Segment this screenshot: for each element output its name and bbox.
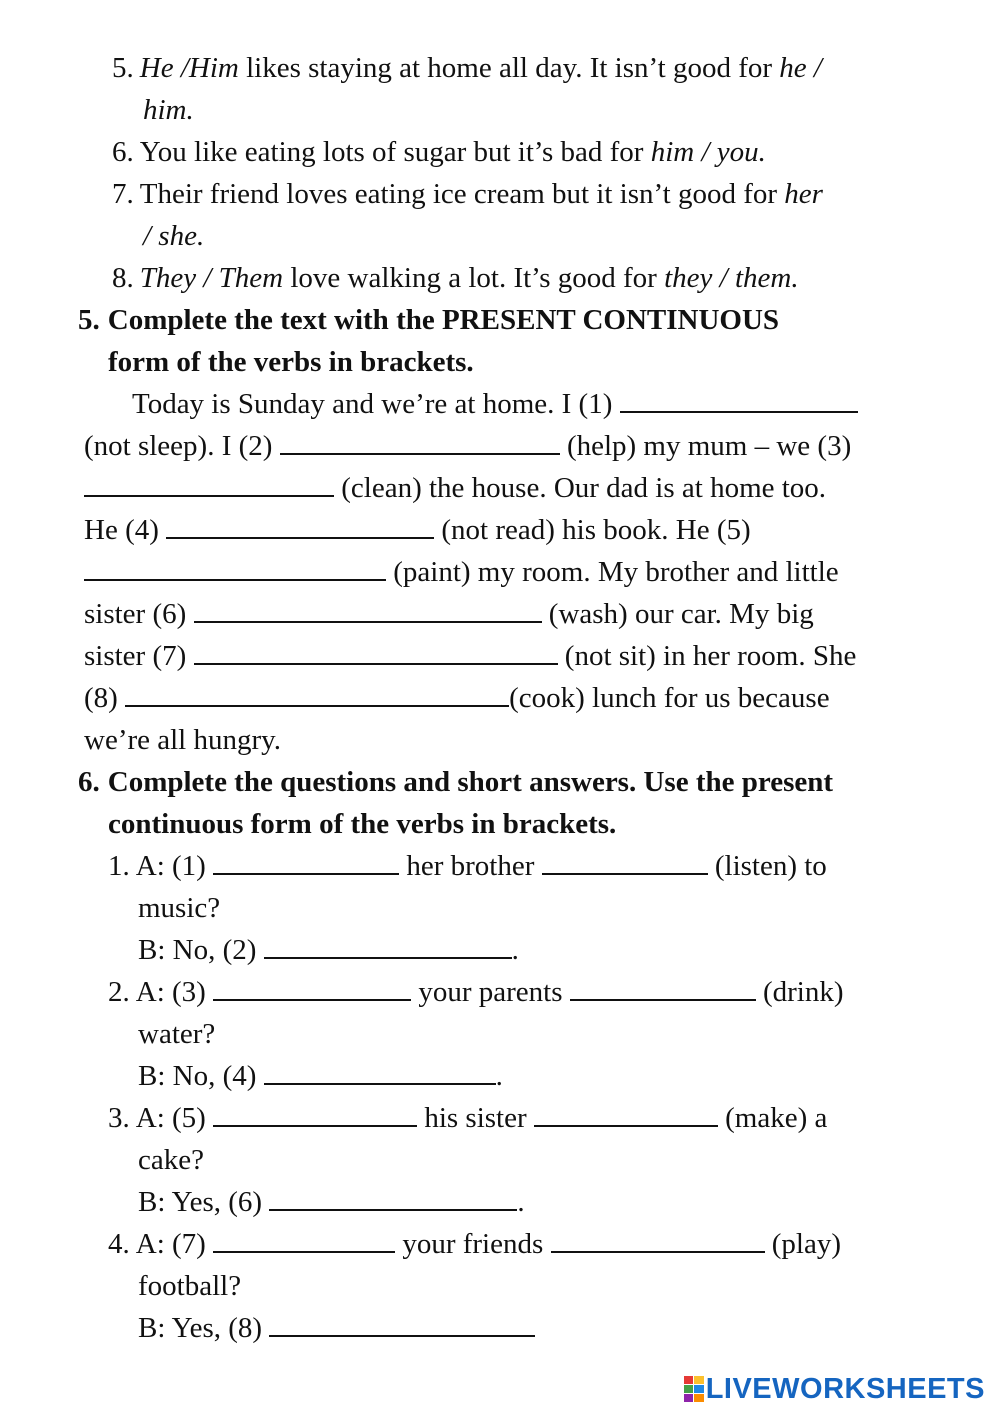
ex6-q2-answer: B: No, (4) .	[138, 1060, 503, 1092]
ex6-q2: 2. A: (3) your parents (drink)	[108, 976, 844, 1008]
choice-they-them-2[interactable]: they / them.	[664, 262, 799, 294]
logo-block	[694, 1376, 704, 1384]
ex6-title-cont: continuous form of the verbs in brackets.	[108, 808, 617, 840]
ex6-blank-1b[interactable]	[542, 854, 708, 882]
ex4-item-7-cont: / she.	[143, 220, 205, 252]
ex5-line-7: sister (7) (not sit) in her room. She	[84, 640, 857, 672]
logo-block	[684, 1394, 694, 1402]
ex6-q3: 3. A: (5) his sister (make) a	[108, 1102, 828, 1134]
ex6-q3-cont: cake?	[138, 1144, 204, 1176]
choice-he-him-2[interactable]: he /	[779, 52, 822, 84]
ex6-q1-cont: music?	[138, 892, 221, 924]
liveworksheets-logo	[684, 1369, 985, 1409]
liveworksheets-logo-icon	[684, 1376, 704, 1402]
ex5-line-2: (not sleep). I (2) (help) my mum – we (3)	[84, 430, 852, 462]
ex6-title: 6. Complete the questions and short answers. Use the present	[78, 766, 834, 798]
ex6-blank-7b[interactable]	[551, 1232, 765, 1260]
ex4-item-8: 8. They / Them love walking a lot. It’s good for they / them.	[112, 262, 799, 294]
ex6-blank-6[interactable]	[269, 1190, 517, 1218]
choice-him-you[interactable]: him / you.	[650, 136, 766, 168]
ex6-blank-7a[interactable]	[213, 1232, 395, 1260]
choice-they-them[interactable]: They / Them	[139, 262, 284, 294]
logo-block	[684, 1376, 694, 1384]
ex5-blank-6[interactable]	[194, 602, 542, 630]
ex6-blank-3b[interactable]	[570, 980, 756, 1008]
choice-he-him[interactable]: He /Him	[139, 52, 239, 84]
ex5-blank-1[interactable]	[620, 392, 858, 420]
ex5-line-4: He (4) (not read) his book. He (5)	[84, 514, 751, 546]
ex4-item-7: 7. Their friend loves eating ice cream but it isn’t good for her	[112, 178, 823, 210]
ex6-blank-1a[interactable]	[213, 854, 399, 882]
ex5-blank-7[interactable]	[194, 644, 558, 672]
ex6-q4: 4. A: (7) your friends (play)	[108, 1228, 842, 1260]
ex6-q1-answer: B: No, (2) .	[138, 934, 519, 966]
ex4-item-5: 5. He /Him likes staying at home all day. It isn’t good for he /	[112, 52, 822, 84]
ex5-blank-3[interactable]	[84, 476, 334, 504]
ex6-q4-answer: B: Yes, (8)	[138, 1310, 535, 1346]
ex5-blank-2[interactable]	[280, 434, 560, 462]
logo-text: LIVEWORKSHEETS	[705, 1372, 985, 1405]
ex5-line-6: sister (6) (wash) our car. My big	[84, 598, 814, 630]
ex5-title: 5. Complete the text with the PRESENT CONTINUOUS	[78, 304, 780, 336]
ex5-line-8: (8) (cook) lunch for us because	[84, 682, 830, 714]
ex5-blank-8[interactable]	[125, 686, 509, 714]
choice-her-she[interactable]: her	[784, 178, 823, 210]
ex4-item-5-cont: him.	[143, 94, 194, 126]
ex6-blank-5b[interactable]	[534, 1106, 718, 1134]
ex4-item-6: 6. You like eating lots of sugar but it’s bad for him / you.	[112, 136, 766, 168]
ex6-blank-4[interactable]	[264, 1064, 496, 1092]
ex6-q1: 1. A: (1) her brother (listen) to	[108, 850, 827, 882]
ex5-blank-5[interactable]	[84, 560, 386, 588]
ex6-q4-cont: football?	[138, 1270, 242, 1302]
ex5-line-1: Today is Sunday and we’re at home. I (1)	[132, 386, 858, 422]
ex6-q3-answer: B: Yes, (6) .	[138, 1186, 525, 1218]
ex6-blank-2[interactable]	[264, 938, 512, 966]
ex6-q2-cont: water?	[138, 1018, 216, 1050]
ex6-blank-8[interactable]	[269, 1316, 535, 1344]
ex5-line-9: we’re all hungry.	[84, 724, 282, 756]
logo-block	[694, 1394, 704, 1402]
logo-block	[684, 1385, 694, 1393]
logo-block	[694, 1385, 704, 1393]
ex6-blank-5a[interactable]	[213, 1106, 417, 1134]
ex6-blank-3a[interactable]	[213, 980, 411, 1008]
ex5-blank-4[interactable]	[166, 518, 434, 546]
ex5-title-cont: form of the verbs in brackets.	[108, 346, 474, 378]
ex5-line-5: (paint) my room. My brother and little	[84, 554, 839, 590]
ex5-line-3: (clean) the house. Our dad is at home too.	[84, 470, 826, 506]
